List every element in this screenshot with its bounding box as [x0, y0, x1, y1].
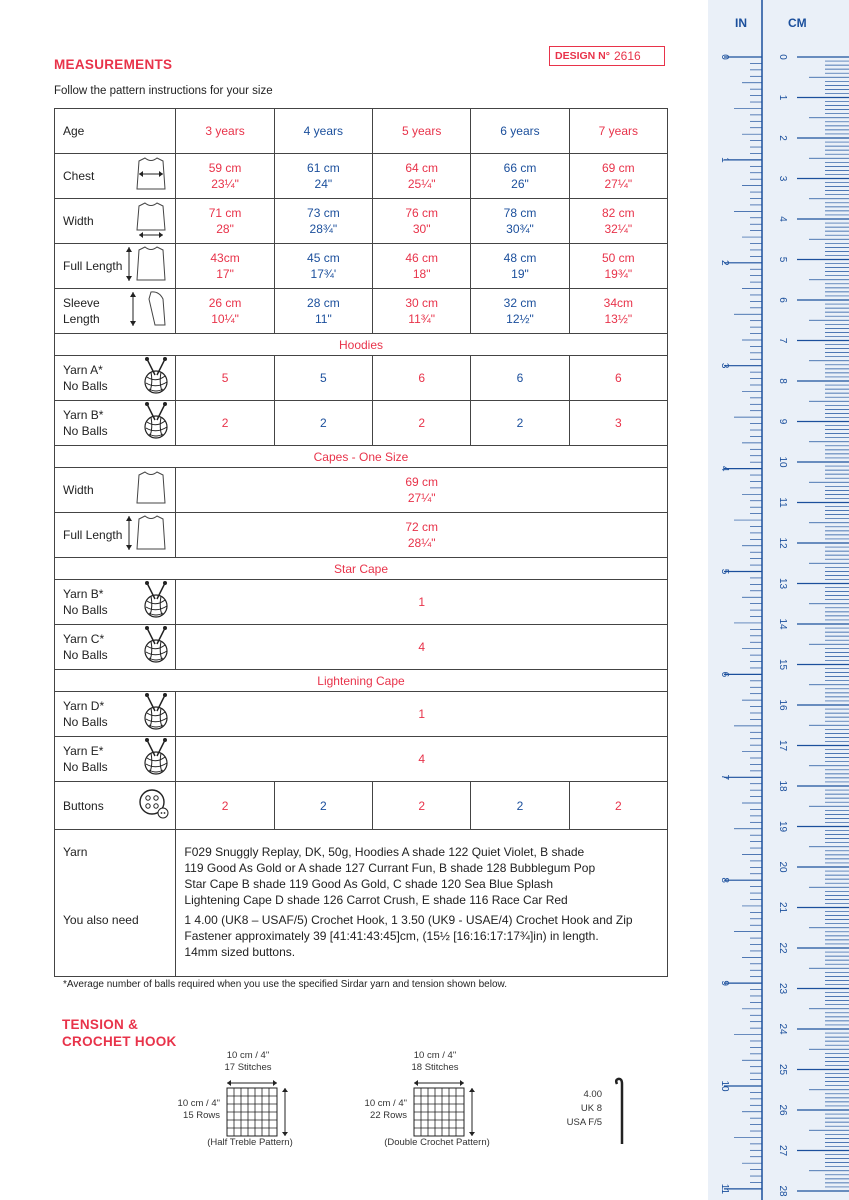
chest-cell: 64 cm 25¼" — [373, 154, 471, 199]
garment-width-icon — [131, 200, 171, 242]
yarn-count: 2 — [471, 401, 569, 446]
age-row — [55, 109, 668, 154]
age-label: Age — [55, 109, 176, 154]
also-need-line: 1 4.00 (UK8 – USAF/5) Crochet Hook, 1 3.50 (UK9 - USAE/4) Crochet Hook and Zip — [184, 913, 633, 927]
ruler-in-number: 1 — [719, 157, 730, 163]
hoodies-section — [55, 334, 668, 356]
yarn-count: 3 — [569, 401, 667, 446]
yarn-count: 4 — [176, 625, 668, 670]
ruler-in-number: 7 — [719, 774, 730, 781]
ruler-in-number: 8 — [719, 877, 730, 883]
ruler-cm-number: 17 — [777, 739, 788, 752]
ruler-cm-number: 24 — [777, 1023, 788, 1035]
ruler-cm-number: 19 — [777, 820, 788, 833]
ruler-in-number: 9 — [719, 980, 730, 986]
ruler-cm-number: 14 — [777, 618, 788, 630]
yarn-ball-icon — [141, 693, 171, 735]
full-length-row — [55, 244, 668, 289]
cape-width-row — [55, 468, 668, 513]
buttons-row — [55, 782, 668, 830]
chest-cell: 69 cm 27¼" — [569, 154, 667, 199]
garment-width-icon — [131, 469, 171, 511]
sleeve-icon — [125, 289, 171, 333]
ruler-in-number: 5 — [719, 568, 730, 575]
subtitle: Follow the pattern instructions for your size — [54, 85, 273, 97]
garment-length-icon — [125, 513, 171, 557]
yarn-count: 6 — [569, 356, 667, 401]
cape-length-label-cell: Full Length — [55, 513, 176, 558]
yarn-count: 1 — [176, 692, 668, 737]
ruler-cm-number: 22 — [777, 942, 788, 954]
yarn-count: 5 — [274, 356, 372, 401]
sleeve-label-2: Length — [63, 312, 100, 326]
ruler-cm-number: 4 — [777, 216, 788, 222]
buttons-count: 2 — [471, 782, 569, 830]
garment-length-icon — [125, 244, 171, 288]
ruler-in-number: 6 — [719, 671, 730, 678]
yarn-count: 2 — [373, 401, 471, 446]
yarn-ball-icon — [141, 581, 171, 623]
measuring-ruler — [708, 0, 849, 1200]
swatch-half-treble: 10 cm / 4" 17 Stitches 10 cm / 4" 15 Rows (Half Treble Pattern) — [177, 1050, 293, 1148]
swatch-grid-icon — [411, 1080, 481, 1138]
yarn-count: 2 — [176, 401, 274, 446]
buttons-count: 2 — [176, 782, 274, 830]
width-row — [55, 199, 668, 244]
sleeve-cell: 34cm 13½" — [569, 289, 667, 334]
star-yarn-c-row — [55, 625, 668, 670]
section-title: Hoodies — [55, 334, 668, 356]
also-need-line: 14mm sized buttons. — [184, 945, 296, 959]
design-label: DESIGN N° — [555, 50, 610, 62]
chest-cell: 59 cm 23¼" — [176, 154, 274, 199]
chest-label-cell — [55, 154, 176, 199]
garment-chest-icon — [131, 155, 171, 197]
ruler-cm-number: 16 — [777, 699, 788, 711]
also-need-label: You also need — [63, 913, 139, 927]
chest-cell: 61 cm 24" — [274, 154, 372, 199]
ruler-cm-number: 18 — [777, 780, 788, 792]
swatch-grid-icon — [224, 1080, 294, 1138]
yarn-count: 4 — [176, 737, 668, 782]
lightening-cape-section — [55, 670, 668, 692]
capes-section — [55, 446, 668, 468]
ruler-cm-number: 12 — [777, 537, 788, 549]
crochet-hook-icon — [614, 1076, 628, 1146]
info-labels — [55, 830, 176, 977]
design-number-box — [549, 46, 665, 66]
ruler-in-number: 3 — [719, 362, 730, 369]
page-heading: MEASUREMENTS — [54, 57, 173, 72]
yarn-a-label-cell: Yarn A* No Balls — [55, 356, 176, 401]
chest-label: Chest — [63, 169, 95, 183]
cape-length-row — [55, 513, 668, 558]
length-cell: 50 cm 19¾" — [569, 244, 667, 289]
width-cell: 82 cm 32¼" — [569, 199, 667, 244]
buttons-count: 2 — [373, 782, 471, 830]
ruler-cm-number: 0 — [777, 54, 788, 60]
length-cell: 46 cm 18" — [373, 244, 471, 289]
sleeve-cell: 26 cm 10¼" — [176, 289, 274, 334]
full-length-label-cell — [55, 244, 176, 289]
chest-cell: 66 cm 26" — [471, 154, 569, 199]
yarn-line: Star Cape B shade 119 Good As Gold, C shade 120 Sea Blue Splash — [184, 877, 554, 891]
sleeve-row — [55, 289, 668, 334]
ruler-cm-number: 26 — [777, 1104, 788, 1116]
light-yarn-e-label-cell: Yarn E* No Balls — [55, 737, 176, 782]
ruler-cm-number: 23 — [777, 982, 788, 995]
sleeve-cell: 28 cm 11" — [274, 289, 372, 334]
ruler-cm-number: 11 — [777, 497, 788, 508]
ruler-cm-number: 21 — [777, 901, 788, 914]
ruler-in-label: IN — [735, 16, 747, 30]
ruler-cm-number: 3 — [777, 175, 788, 182]
section-title: Capes - One Size — [55, 446, 668, 468]
yarn-line: F029 Snuggly Replay, DK, 50g, Hoodies A shade 122 Quiet Violet, B shade — [184, 845, 585, 859]
section-title: Star Cape — [55, 558, 668, 580]
width-cell: 71 cm 28" — [176, 199, 274, 244]
yarn-ball-icon — [141, 357, 171, 399]
info-text — [176, 830, 668, 977]
length-cell: 43cm 17" — [176, 244, 274, 289]
footnote: *Average number of balls required when you use the specified Sirdar yarn and tension shown below. — [63, 979, 507, 990]
ruler-in-number: 10 — [719, 1080, 730, 1092]
button-icon — [137, 787, 171, 825]
design-number: 2616 — [613, 49, 641, 63]
ruler-cm-number: 6 — [777, 297, 788, 303]
star-yarn-b-label-cell: Yarn B* No Balls — [55, 580, 176, 625]
ruler-cm-number: 20 — [777, 861, 788, 873]
yarn-a-row — [55, 356, 668, 401]
yarn-count: 2 — [274, 401, 372, 446]
ruler-scale — [708, 0, 849, 1200]
ruler-cm-number: 25 — [777, 1063, 788, 1076]
width-cell: 76 cm 30" — [373, 199, 471, 244]
light-yarn-e-row — [55, 737, 668, 782]
width-label-cell — [55, 199, 176, 244]
length-cell: 48 cm 19" — [471, 244, 569, 289]
yarn-count: 6 — [373, 356, 471, 401]
ruler-cm-number: 10 — [777, 456, 788, 468]
sleeve-label-cell — [55, 289, 176, 334]
ruler-in-number: 2 — [719, 260, 730, 266]
star-yarn-b-row — [55, 580, 668, 625]
ruler-in-number: 11 — [719, 1183, 730, 1195]
size-3: 3 years — [176, 109, 274, 154]
yarn-count: 6 — [471, 356, 569, 401]
yarn-b-label-cell: Yarn B* No Balls — [55, 401, 176, 446]
ruler-cm-number: 9 — [777, 418, 788, 425]
ruler-in-number: 4 — [719, 465, 730, 472]
sleeve-cell: 32 cm 12½" — [471, 289, 569, 334]
size-6: 6 years — [471, 109, 569, 154]
chest-row — [55, 154, 668, 199]
cape-width-value: 69 cm 27¼" — [176, 468, 668, 513]
sleeve-label: Sleeve — [63, 296, 100, 310]
hook-size: 4.00 UK 8 USA F/5 — [566, 1089, 602, 1128]
ruler-cm-number: 15 — [777, 658, 788, 671]
ruler-cm-label: CM — [788, 16, 807, 30]
ruler-in-number: 0 — [719, 54, 730, 60]
ruler-cm-number: 5 — [777, 256, 788, 263]
width-label: Width — [63, 214, 94, 228]
ruler-cm-number: 28 — [777, 1185, 788, 1197]
buttons-count: 2 — [274, 782, 372, 830]
yarn-ball-icon — [141, 402, 171, 444]
width-cell: 78 cm 30¾" — [471, 199, 569, 244]
swatch-double-crochet: 10 cm / 4" 18 Stitches 10 cm / 4" 22 Rows (Double Crochet Pattern) — [364, 1050, 490, 1148]
also-need-line: Fastener approximately 39 [41:41:43:45]cm, (15½ [16:16:17:17¾]in) in length. — [184, 929, 599, 943]
ruler-cm-number: 27 — [777, 1144, 788, 1157]
yarn-line: Lightening Cape D shade 126 Carrot Crush, E shade 116 Race Car Red — [184, 893, 568, 907]
width-cell: 73 cm 28¾" — [274, 199, 372, 244]
cape-length-value: 72 cm 28¼" — [176, 513, 668, 558]
star-cape-section — [55, 558, 668, 580]
measurements-table — [54, 108, 668, 977]
ruler-cm-number: 13 — [777, 577, 788, 590]
info-row — [55, 830, 668, 977]
yarn-count: 1 — [176, 580, 668, 625]
yarn-count: 5 — [176, 356, 274, 401]
yarn-label: Yarn — [63, 845, 88, 859]
section-title: Lightening Cape — [55, 670, 668, 692]
ruler-cm-number: 2 — [777, 135, 788, 141]
buttons-count: 2 — [569, 782, 667, 830]
yarn-line: 119 Good As Gold or A shade 127 Currant Fun, B shade 128 Bubblegum Pop — [184, 861, 596, 875]
ruler-cm-number: 7 — [777, 337, 788, 344]
size-7: 7 years — [569, 109, 667, 154]
yarn-ball-icon — [141, 738, 171, 780]
buttons-label-cell: Buttons — [55, 782, 176, 830]
ruler-cm-number: 8 — [777, 378, 788, 384]
yarn-ball-icon — [141, 626, 171, 668]
size-5: 5 years — [373, 109, 471, 154]
sleeve-cell: 30 cm 11¾" — [373, 289, 471, 334]
cape-width-label-cell: Width — [55, 468, 176, 513]
ruler-cm-number: 1 — [777, 94, 788, 101]
light-yarn-d-row — [55, 692, 668, 737]
star-yarn-c-label-cell: Yarn C* No Balls — [55, 625, 176, 670]
length-cell: 45 cm 17¾' — [274, 244, 372, 289]
light-yarn-d-label-cell: Yarn D* No Balls — [55, 692, 176, 737]
size-4: 4 years — [274, 109, 372, 154]
yarn-b-row — [55, 401, 668, 446]
tension-title: TENSION & CROCHET HOOK — [62, 1017, 177, 1049]
full-length-label: Full Length — [63, 259, 123, 273]
